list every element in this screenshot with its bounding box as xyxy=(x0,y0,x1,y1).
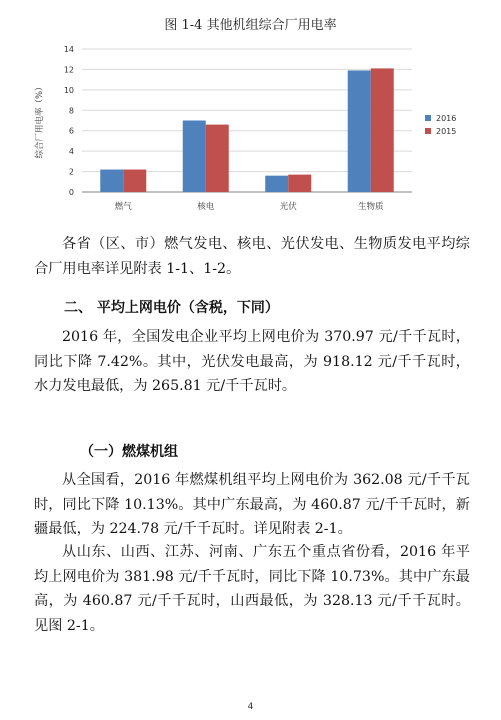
legend-label: 2016 xyxy=(436,114,457,123)
figure-title: 图 1-4 其他机组综合厂用电率 xyxy=(164,18,337,33)
paragraph-consumption-rate: 各省（区、市）燃气发电、核电、光伏发电、生物质发电平均综合厂用电率详见附表 1-1、1-2。 xyxy=(34,236,470,277)
page-number: 4 xyxy=(247,702,254,712)
x-tick-label: 核电 xyxy=(197,202,215,212)
bar-燃气-2015 xyxy=(123,170,146,192)
paragraph-coal-key-provinces: 从山东、山西、江苏、河南、广东五个重点省份看，2016 年平均上网电价为 381.98 元/千千瓦时，同比下降 10.73%。其中广东最高，为 460.87 元/千千瓦时，山西最低，为 328.13 元/千千瓦时。见图 2-1。 xyxy=(34,544,470,634)
y-tick-label: 4 xyxy=(68,147,74,157)
y-tick-label: 14 xyxy=(63,45,74,54)
paragraph-average-price: 2016 年，全国发电企业平均上网电价为 370.97 元/千千瓦时，同比下降 7.42%。其中，光伏发电最高，为 918.12 元/千千瓦时，水力发电最低，为 265.81 元/千千瓦时。 xyxy=(34,329,470,394)
y-axis-label: 综合厂用电率（%） xyxy=(35,82,45,159)
y-tick-label: 6 xyxy=(68,126,74,136)
section-heading-grid-price: 二、 平均上网电价（含税，下同） xyxy=(64,300,279,316)
bar-chart xyxy=(0,0,501,230)
bar-核电-2015 xyxy=(206,125,229,192)
y-tick-label: 0 xyxy=(68,188,74,197)
bar-光伏-2015 xyxy=(288,175,311,192)
x-tick-label: 生物质 xyxy=(357,202,384,212)
bar-生物质-2015 xyxy=(371,68,394,192)
legend-swatch-2016 xyxy=(425,115,431,121)
paragraph-coal-national: 从全国看，2016 年燃煤机组平均上网电价为 362.08 元/千千瓦时，同比下降 10.13%。其中广东最高，为 460.87 元/千千瓦时，新疆最低，为 224.78 元/千千瓦时。详见附表 2-1。 xyxy=(34,472,470,537)
y-tick-label: 12 xyxy=(63,65,74,75)
subsection-heading-coal: （一）燃煤机组 xyxy=(80,444,178,460)
bar-光伏-2016 xyxy=(265,176,288,192)
x-tick-label: 燃气 xyxy=(114,202,132,212)
bar-燃气-2016 xyxy=(100,170,123,192)
y-tick-label: 2 xyxy=(68,167,74,177)
legend-swatch-2015 xyxy=(425,128,431,134)
y-tick-label: 10 xyxy=(63,85,74,95)
legend-label: 2015 xyxy=(436,127,457,136)
bar-生物质-2016 xyxy=(348,70,371,192)
y-tick-label: 8 xyxy=(68,106,74,116)
x-tick-label: 光伏 xyxy=(279,202,297,212)
bar-核电-2016 xyxy=(183,121,206,193)
